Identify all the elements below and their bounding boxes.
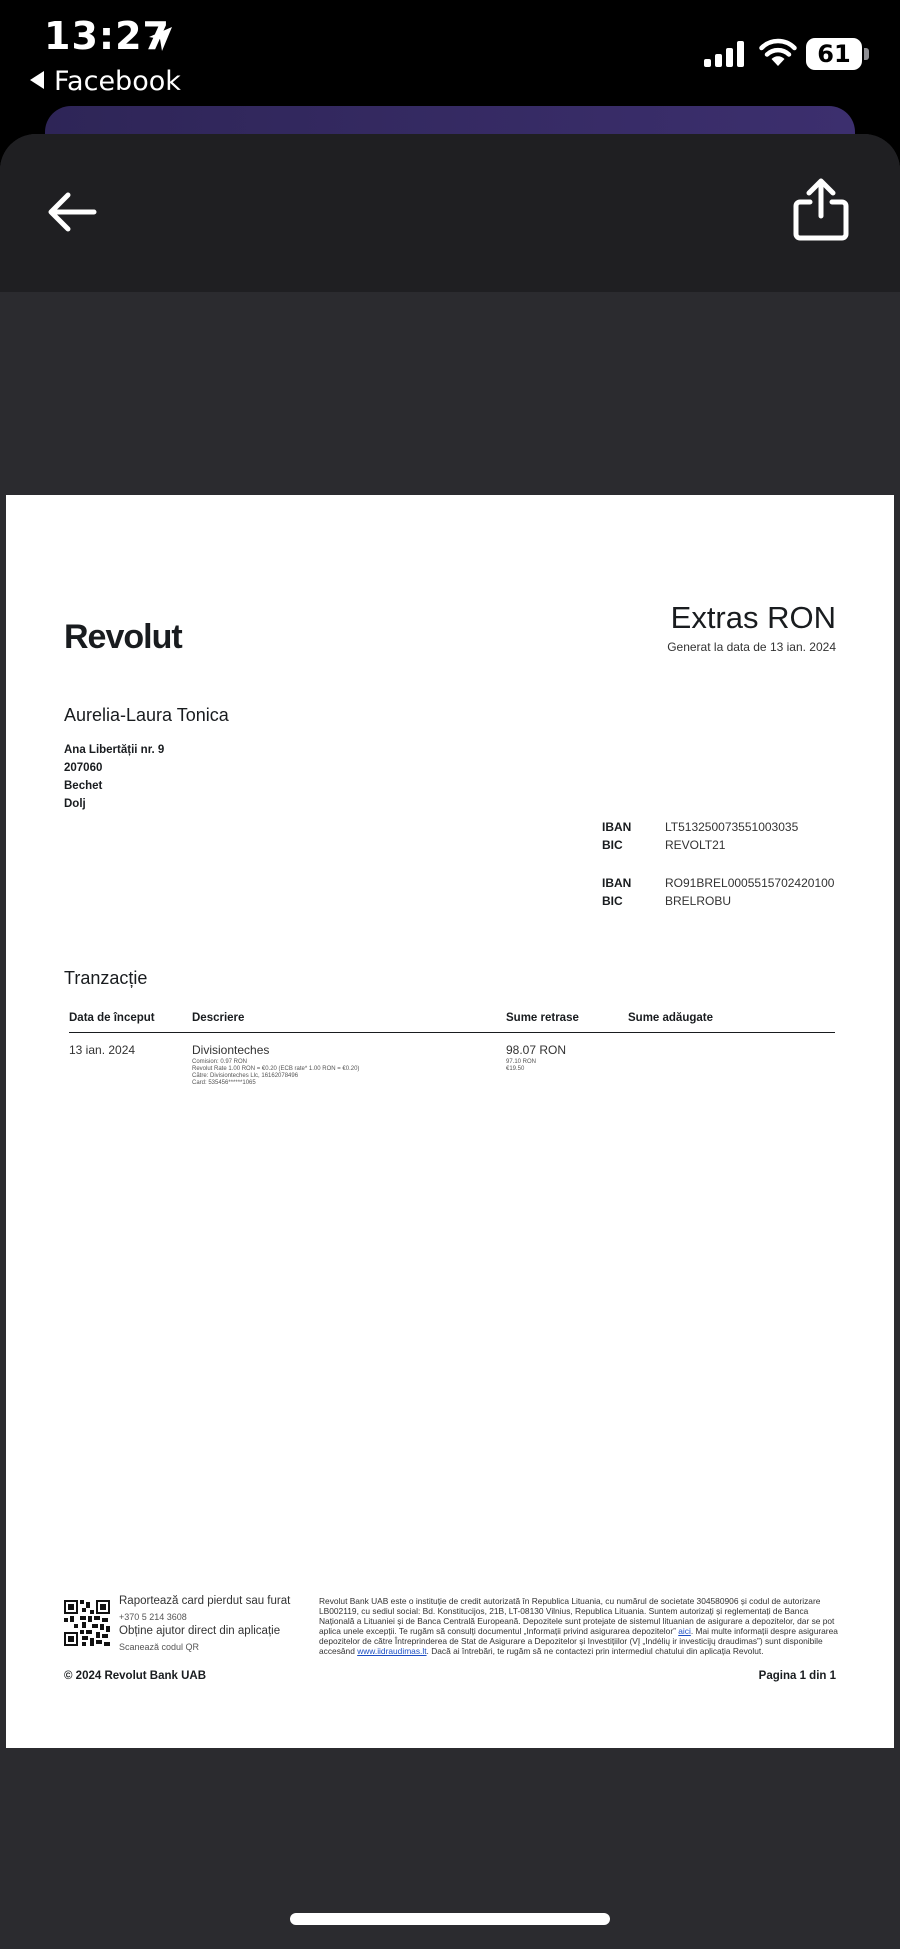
- battery-icon: [806, 38, 870, 70]
- bic-label: BIC: [602, 894, 623, 908]
- wifi-icon: [758, 38, 798, 68]
- table-divider: [69, 1032, 835, 1033]
- revolut-logo: Revolut: [64, 618, 182, 656]
- transactions-heading: Tranzacție: [64, 968, 148, 988]
- row-description: Divisionteches: [192, 1043, 270, 1057]
- bic-label: BIC: [602, 838, 623, 852]
- generated-date: Generat la data de 13 ian. 2024: [667, 640, 836, 654]
- row-detail-card: Card: 535456******1065: [192, 1080, 256, 1086]
- battery-level: 61: [806, 38, 862, 70]
- iban-label: IBAN: [602, 876, 632, 890]
- customer-name: Aurelia-Laura Tonica: [64, 705, 229, 725]
- scan-qr-text: Scanează codul QR: [119, 1642, 200, 1652]
- row-withdrawn: 98.07 RON: [506, 1043, 567, 1057]
- viewer-header: [0, 134, 900, 292]
- iban-value: LT513250073551003035: [665, 820, 799, 834]
- status-bar: [0, 0, 900, 110]
- address-postcode: 207060: [64, 762, 103, 774]
- column-header-date: Data de început: [69, 1012, 155, 1024]
- bic-value: BRELROBU: [665, 894, 732, 908]
- location-arrow-icon: [146, 24, 176, 54]
- row-detail-rate: Revolut Rate 1.00 RON = €0.20 (ECB rate* 1.00 RON = €0.20): [192, 1066, 360, 1072]
- in-app-help-text: Obține ajutor direct din aplicație: [119, 1625, 281, 1637]
- support-phone[interactable]: +370 5 214 3608: [119, 1612, 187, 1622]
- back-arrow-icon[interactable]: [44, 184, 100, 240]
- iban-label: IBAN: [602, 820, 632, 834]
- row-withdrawn-original: 97.10 RON: [506, 1059, 537, 1065]
- legal-link-iidraudimas[interactable]: www.iidraudimas.lt: [357, 1646, 427, 1656]
- row-withdrawn-eur: €19.50: [506, 1066, 525, 1072]
- back-triangle-icon: [30, 71, 44, 89]
- row-date: 13 ian. 2024: [69, 1043, 136, 1057]
- qr-code-icon: [64, 1600, 110, 1646]
- row-detail-recipient: Către: Divisionteches Llc, 16162078496: [192, 1073, 299, 1079]
- column-header-description: Descriere: [192, 1012, 245, 1024]
- page-number: Pagina 1 din 1: [758, 1670, 836, 1682]
- statement-title: Extras RON: [670, 600, 836, 635]
- back-to-app-link[interactable]: [30, 66, 181, 97]
- column-header-withdrawn: Sume retrase: [506, 1012, 579, 1024]
- address-city: Bechet: [64, 780, 103, 792]
- cellular-signal-icon: [704, 40, 746, 68]
- home-indicator[interactable]: [290, 1913, 610, 1925]
- status-time: 13:27: [44, 14, 170, 58]
- back-app-label: Facebook: [54, 66, 181, 97]
- address-street: Ana Libertății nr. 9: [64, 744, 165, 756]
- report-card-link[interactable]: Raportează card pierdut sau furat: [119, 1595, 291, 1607]
- share-icon[interactable]: [792, 178, 850, 242]
- row-detail-fee: Comision: 0.97 RON: [192, 1059, 248, 1065]
- bic-value: REVOLT21: [665, 838, 726, 852]
- column-header-added: Sume adăugate: [628, 1012, 713, 1024]
- address-county: Dolj: [64, 798, 86, 810]
- legal-link-here[interactable]: aici: [678, 1626, 691, 1636]
- iban-value: RO91BREL0005515702420100: [665, 876, 835, 890]
- copyright: © 2024 Revolut Bank UAB: [64, 1670, 207, 1682]
- legal-notice: Revolut Bank UAB este o instituție de credit autorizată în Republica Lituania, cu numărul de societate 304580906 și codul de autorizare LB002119, cu sediul social: Bd. Konstitucijos, 21B, LT-08130 Vilnius, Republica Lituania. Suntem autorizați și reglementați de Banca Națională a Lituaniei și de Banca Centrală Europeană. Depozitele sunt protejate de sistemul lituanian de asigurare a depozitelor, dar se pot aplica unele excepții. Te rugăm să consulți documentul „Informații privind asigurarea depozitelor” aici. Mai multe informații despre asigurarea depozitelor de către Întreprinderea de Stat de Asigurare a Depozitelor și Investițiilor (VĮ „Indėlių ir investicijų draudimas”) sunt disponibile accesând www.iidraudimas.lt. Dacă ai întrebări, te rugăm să ne contactezi prin intermediul chatului din aplicația Revolut.: [319, 1596, 838, 1656]
- pdf-page[interactable]: [6, 495, 894, 1748]
